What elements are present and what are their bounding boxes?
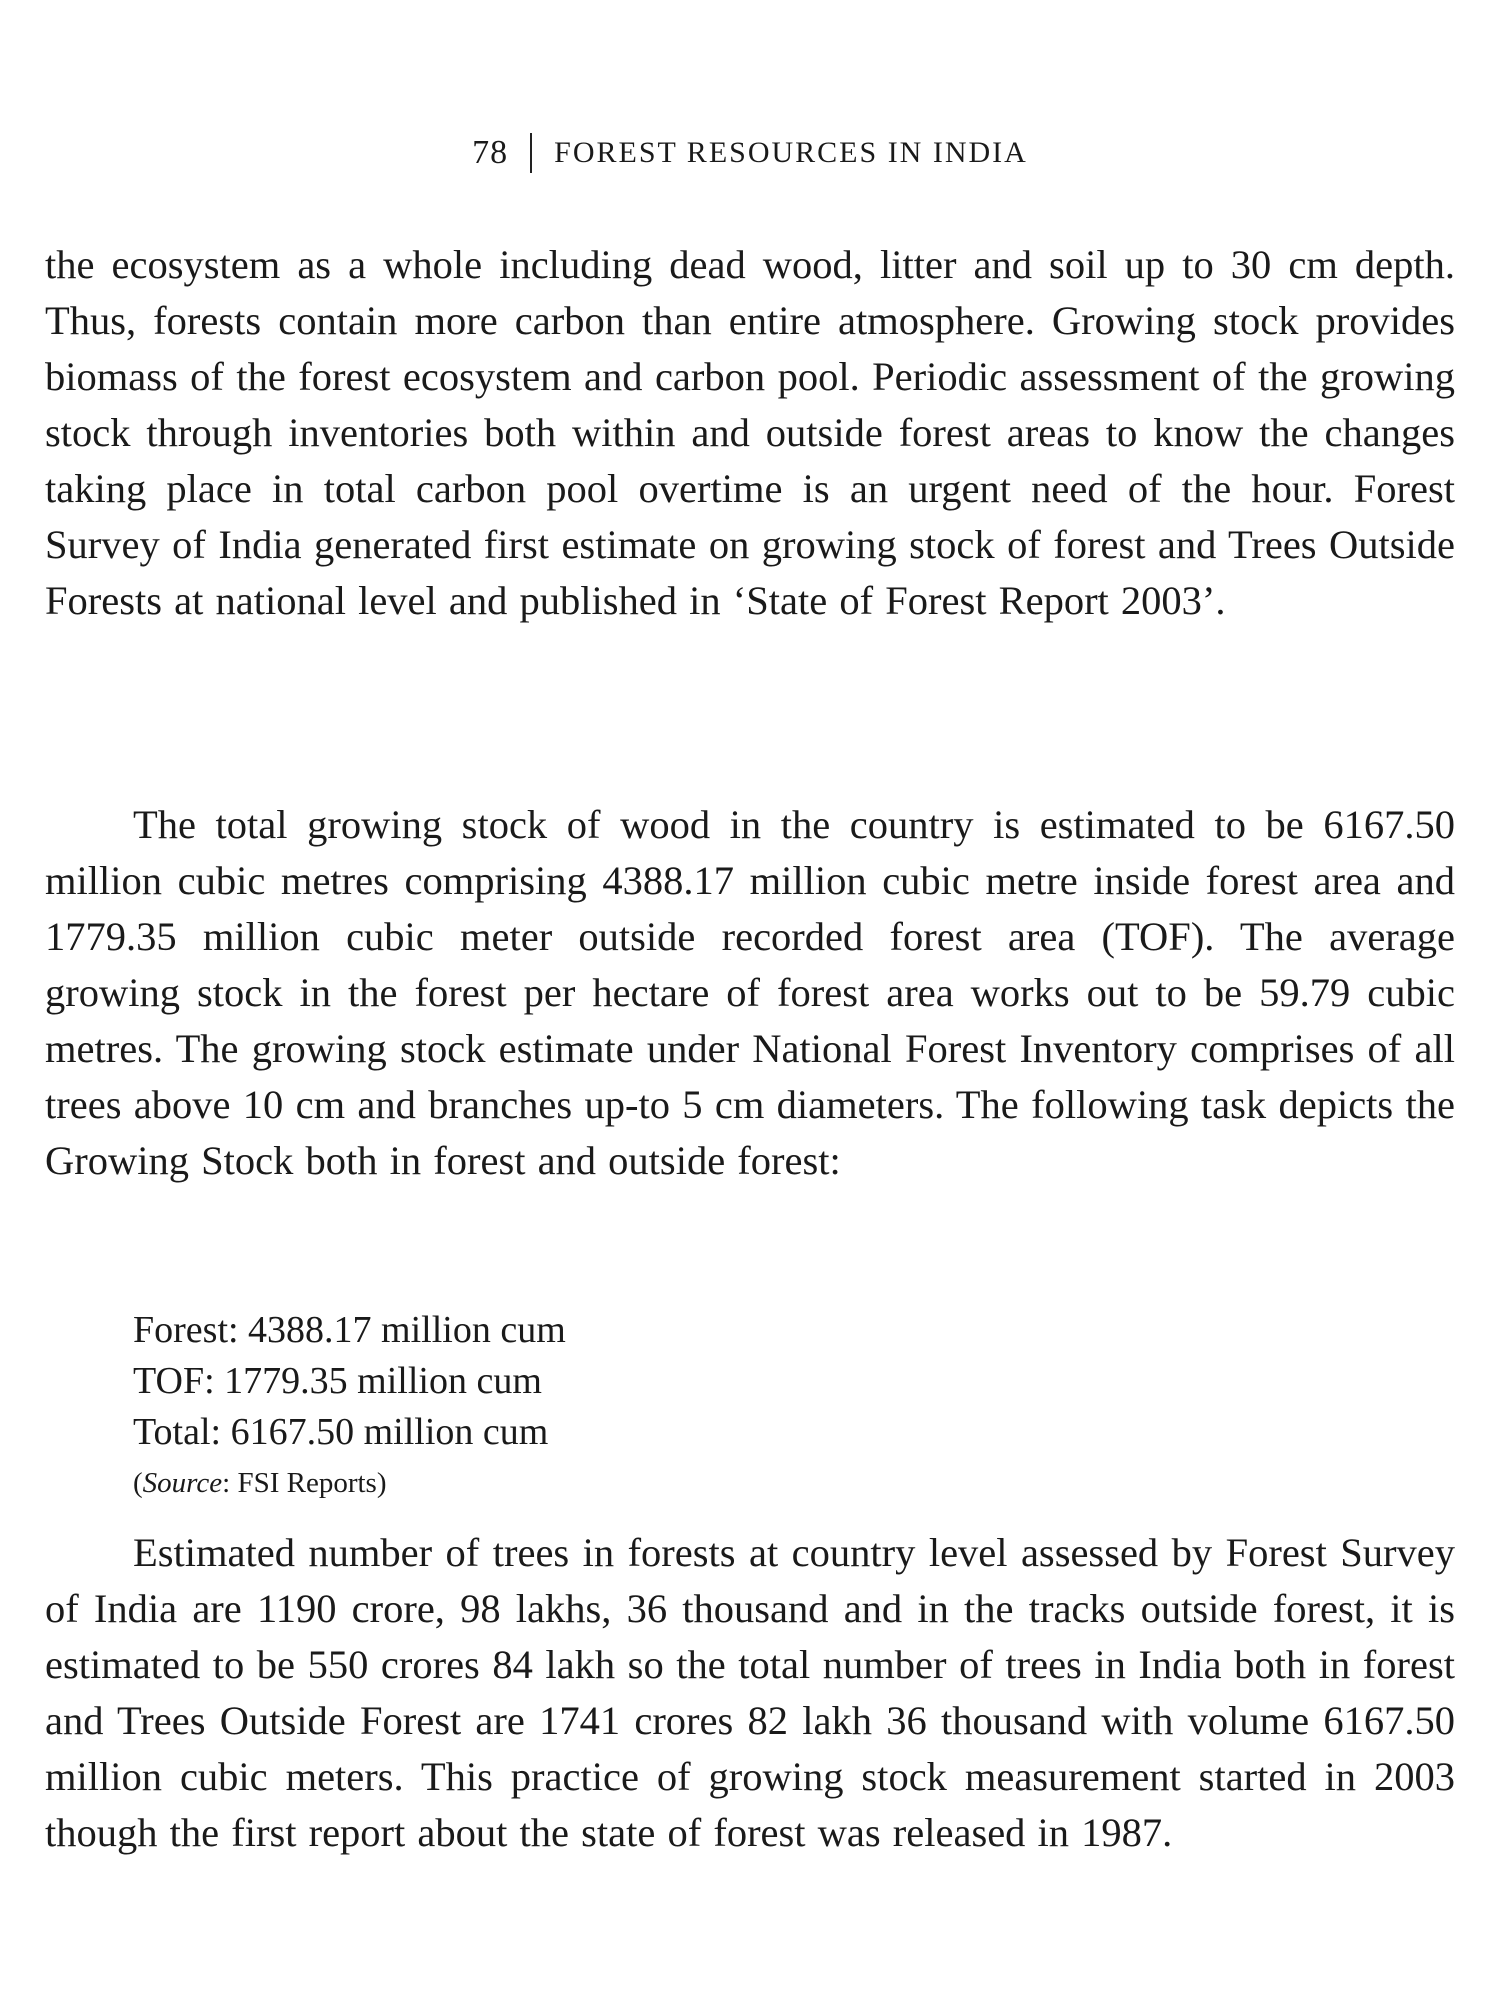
source-open-paren: ( <box>133 1467 143 1499</box>
growing-stock-total: Total: 6167.50 million cum <box>133 1411 549 1453</box>
paragraph-1: the ecosystem as a whole including dead wood, litter and soil up to 30 cm depth. Thus, forests contain more carbon than entire atmosphere. Growing stock provides biomass of the forest ecosystem and carbon pool. Periodic assessment of the growing stock through inventories both within and outside forest areas to know the changes taking place in total carbon pool overtime is an urgent need of the hour. Forest Survey of India generated first estimate on growing stock of forest and Trees Outside Forests at national level and published in ‘State of Forest Report 2003’. <box>45 242 1455 623</box>
source-citation <box>133 1458 566 1508</box>
growing-stock-forest: Forest: 4388.17 million cum <box>133 1309 566 1351</box>
source-separator: : <box>222 1467 238 1499</box>
page-number: 78 <box>472 134 509 171</box>
paragraph-3: Estimated number of trees in forests at country level assessed by Forest Survey of India are 1190 crore, 98 lakhs, 36 thousand and in the tracks outside forest, it is estimated to be 550 crores 84 lakh so the total number of trees in India both in forest and Trees Outside Forest are 1741 crores 82 lakh 36 thousand with volume 6167.50 million cubic meters. This practice of growing stock measurement started in 2003 though the first report about the state of forest was released in 1987. <box>45 1530 1455 1855</box>
source-label: Source <box>142 1467 223 1499</box>
paragraph-2: The total growing stock of wood in the country is estimated to be 6167.50 million cubic metres comprising 4388.17 million cubic metre inside forest area and 1779.35 million cubic meter outside recorded forest area (TOF). The average growing stock in the forest per hectare of forest area works out to be 59.79 cubic metres. The growing stock estimate under National Forest Inventory comprises of all trees above 10 cm and branches up-to 5 cm diameters. The following task depicts the Growing Stock both in forest and outside forest: <box>45 802 1455 1183</box>
growing-stock-tof: TOF: 1779.35 million cum <box>133 1360 542 1402</box>
source-close-paren: ) <box>376 1467 387 1499</box>
growing-stock-list <box>133 1305 566 1508</box>
header-divider <box>530 133 532 173</box>
source-text: FSI Reports <box>237 1467 377 1499</box>
running-head <box>0 133 1500 173</box>
book-title: FOREST RESOURCES IN INDIA <box>554 136 1028 169</box>
